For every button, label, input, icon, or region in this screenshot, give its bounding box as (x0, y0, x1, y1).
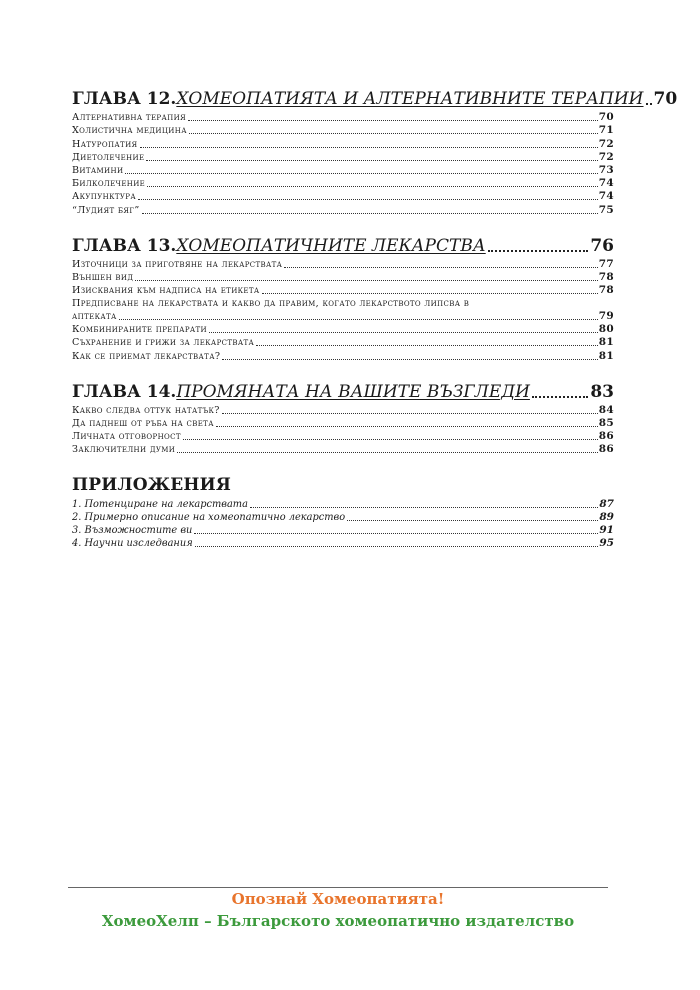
toc-entry[interactable] (72, 258, 614, 271)
footer-publisher: ХомеоХелп – Българското хомеопатично издателство (101, 912, 575, 930)
toc-entry-label: “Лудият бяг” (72, 204, 140, 216)
toc-entry-label: Заключителни думи (72, 444, 176, 456)
dot-leader (183, 439, 598, 440)
appendices-heading[interactable] (72, 474, 614, 496)
toc-entry-continuation (72, 310, 614, 323)
chapter-14-page: 83 (590, 381, 614, 402)
toc-entry-page: 91 (599, 523, 614, 536)
toc-entry[interactable] (72, 203, 614, 216)
toc-entry[interactable] (72, 297, 614, 323)
toc-entry-label: Алтернативна терапия (72, 112, 187, 124)
chapter-12-title: ХОМЕОПАТИЯТА И АЛТЕРНАТИВНИТЕ ТЕРАПИИ (176, 89, 644, 109)
chapter-13-prefix: ГЛАВА 13 (72, 235, 171, 256)
toc-entry[interactable] (72, 511, 614, 524)
toc-entry-label: 2. Примерно описание на хомеопатично лекарство (72, 511, 346, 523)
chapter-14-prefix: ГЛАВА 14 (72, 381, 171, 402)
toc-entry-page: 71 (598, 124, 614, 137)
dot-leader (177, 452, 597, 453)
toc-entry-page: 80 (598, 323, 614, 336)
toc-entry-label: Билколечение (72, 178, 146, 190)
toc-entry-label: Холистична медицина (72, 125, 187, 137)
toc-entry-label: Съхранение и грижи за лекарствата (72, 337, 255, 349)
toc-entry[interactable] (72, 537, 614, 550)
toc-entry[interactable] (72, 177, 614, 190)
toc-entry-page: 72 (598, 137, 614, 150)
chapter-13-page: 76 (590, 235, 614, 256)
toc-entry-label: Източници за приготвяне на лекарствата (72, 258, 283, 270)
toc-entry-label: Комбинираните препарати (72, 324, 208, 336)
chapter-13-heading[interactable] (72, 235, 614, 257)
dot-leader (138, 199, 598, 200)
toc-entry[interactable] (72, 404, 614, 417)
dot-leader (532, 396, 588, 398)
dot-leader (142, 213, 598, 214)
toc-entry[interactable] (72, 190, 614, 203)
dot-leader (195, 546, 599, 547)
chapter-12-prefix: ГЛАВА 12 (72, 89, 171, 109)
toc-entry-page: 87 (599, 497, 614, 510)
dot-leader (188, 120, 598, 121)
toc-entry-page: 95 (599, 537, 614, 550)
toc-entry-page: 73 (598, 163, 614, 176)
toc-entry-label: Външен вид (72, 271, 134, 283)
dot-leader (284, 267, 597, 268)
appendices-title: ПРИЛОЖЕНИЯ (72, 475, 232, 496)
toc-entry[interactable] (72, 349, 614, 362)
toc-entry[interactable] (72, 137, 614, 150)
chapter-13-section (72, 235, 614, 363)
toc-entry-label: Акупунктура (72, 191, 137, 203)
toc-entry-page: 72 (598, 150, 614, 163)
toc-entry[interactable] (72, 151, 614, 164)
dot-leader (125, 173, 597, 174)
chapter-14-heading[interactable] (72, 381, 614, 403)
dot-leader (646, 103, 652, 105)
toc-entry-page: 81 (598, 349, 614, 362)
chapter-14-section (72, 381, 614, 457)
dot-leader (256, 345, 598, 346)
toc-entry-page: 86 (598, 430, 614, 443)
toc-entry-label: Витамини (72, 164, 124, 176)
dot-leader (222, 359, 597, 360)
dot-leader (147, 186, 598, 187)
chapter-12-page: 70 (653, 89, 678, 109)
toc-entry[interactable] (72, 443, 614, 456)
dot-leader (146, 160, 597, 161)
dot-leader (119, 319, 598, 320)
chapter-14-title: ПРОМЯНАТА НА ВАШИТЕ ВЪЗГЛЕДИ (176, 381, 530, 402)
toc-entry-label: 3. Възможностите ви (72, 524, 193, 536)
chapter-13-title: ХОМЕОПАТИЧНИТЕ ЛЕКАРСТВА (176, 235, 486, 256)
toc-entry-label: Личната отговорност (72, 431, 181, 443)
footer-slogan: Опознай Хомеопатията! (231, 890, 445, 908)
dot-leader (140, 147, 598, 148)
dot-leader (347, 520, 598, 521)
toc-entry[interactable] (72, 284, 614, 297)
toc-entry[interactable] (72, 524, 614, 537)
toc-entry-label: Да паднеш от ръба на света (72, 418, 214, 429)
toc-entry-label: Предписване на лекарствата и какво да правим, когато лекарството липсва в (72, 298, 470, 310)
toc-entry-label: Диетолечение (72, 151, 145, 163)
toc-entry[interactable] (72, 430, 614, 443)
dot-leader (209, 332, 598, 333)
toc-entry-page: 81 (598, 336, 614, 349)
toc-entry-page: 74 (598, 190, 614, 203)
toc-entry-page: 77 (598, 257, 614, 270)
chapter-14-separator: . (170, 381, 177, 402)
toc-entry-label: Как се приемат лекарствата? (72, 350, 221, 362)
toc-entry-label: 4. Научни изследвания (72, 538, 193, 550)
dot-leader (189, 133, 598, 134)
dot-leader (194, 533, 598, 534)
toc-entry-label: Изисквания към надписа на етикета (72, 285, 260, 297)
toc-entry-label-continued: аптеката (72, 311, 117, 323)
toc-entry-page: 78 (598, 284, 614, 297)
toc-entry[interactable] (72, 497, 614, 510)
table-of-contents (72, 88, 678, 564)
toc-entry-page: 74 (598, 177, 614, 190)
toc-entry-page: 78 (598, 270, 614, 283)
toc-entry-page: 85 (598, 417, 614, 429)
toc-entry[interactable] (72, 323, 614, 336)
toc-entry[interactable] (72, 336, 614, 349)
toc-entry-page: 70 (598, 111, 614, 124)
toc-entry[interactable] (72, 271, 614, 284)
toc-entry-page: 86 (598, 443, 614, 456)
dot-leader (216, 426, 598, 427)
footer-divider (68, 887, 608, 888)
toc-entry-page: 79 (598, 310, 614, 323)
chapter-12-heading[interactable] (72, 88, 678, 110)
toc-entry[interactable] (72, 111, 614, 124)
toc-entry[interactable] (72, 417, 614, 430)
toc-entry-page: 75 (598, 203, 614, 216)
toc-entry-label: 1. Потенциране на лекарствата (72, 498, 248, 510)
appendices-section (72, 474, 614, 550)
chapter-13-separator: . (170, 235, 177, 256)
chapter-12-section (72, 88, 678, 217)
toc-entry-label: Натуропатия (72, 138, 138, 150)
toc-entry[interactable] (72, 124, 614, 137)
dot-leader (250, 507, 598, 508)
toc-entry[interactable] (72, 164, 614, 177)
chapter-12-separator: . (170, 89, 177, 109)
dot-leader (222, 413, 598, 414)
toc-entry-page: 89 (599, 510, 614, 523)
toc-entry-label: Какво следва оттук нататък? (72, 404, 220, 416)
toc-entry-page: 84 (598, 403, 614, 416)
dot-leader (262, 293, 598, 294)
dot-leader (488, 250, 589, 252)
dot-leader (135, 280, 597, 281)
